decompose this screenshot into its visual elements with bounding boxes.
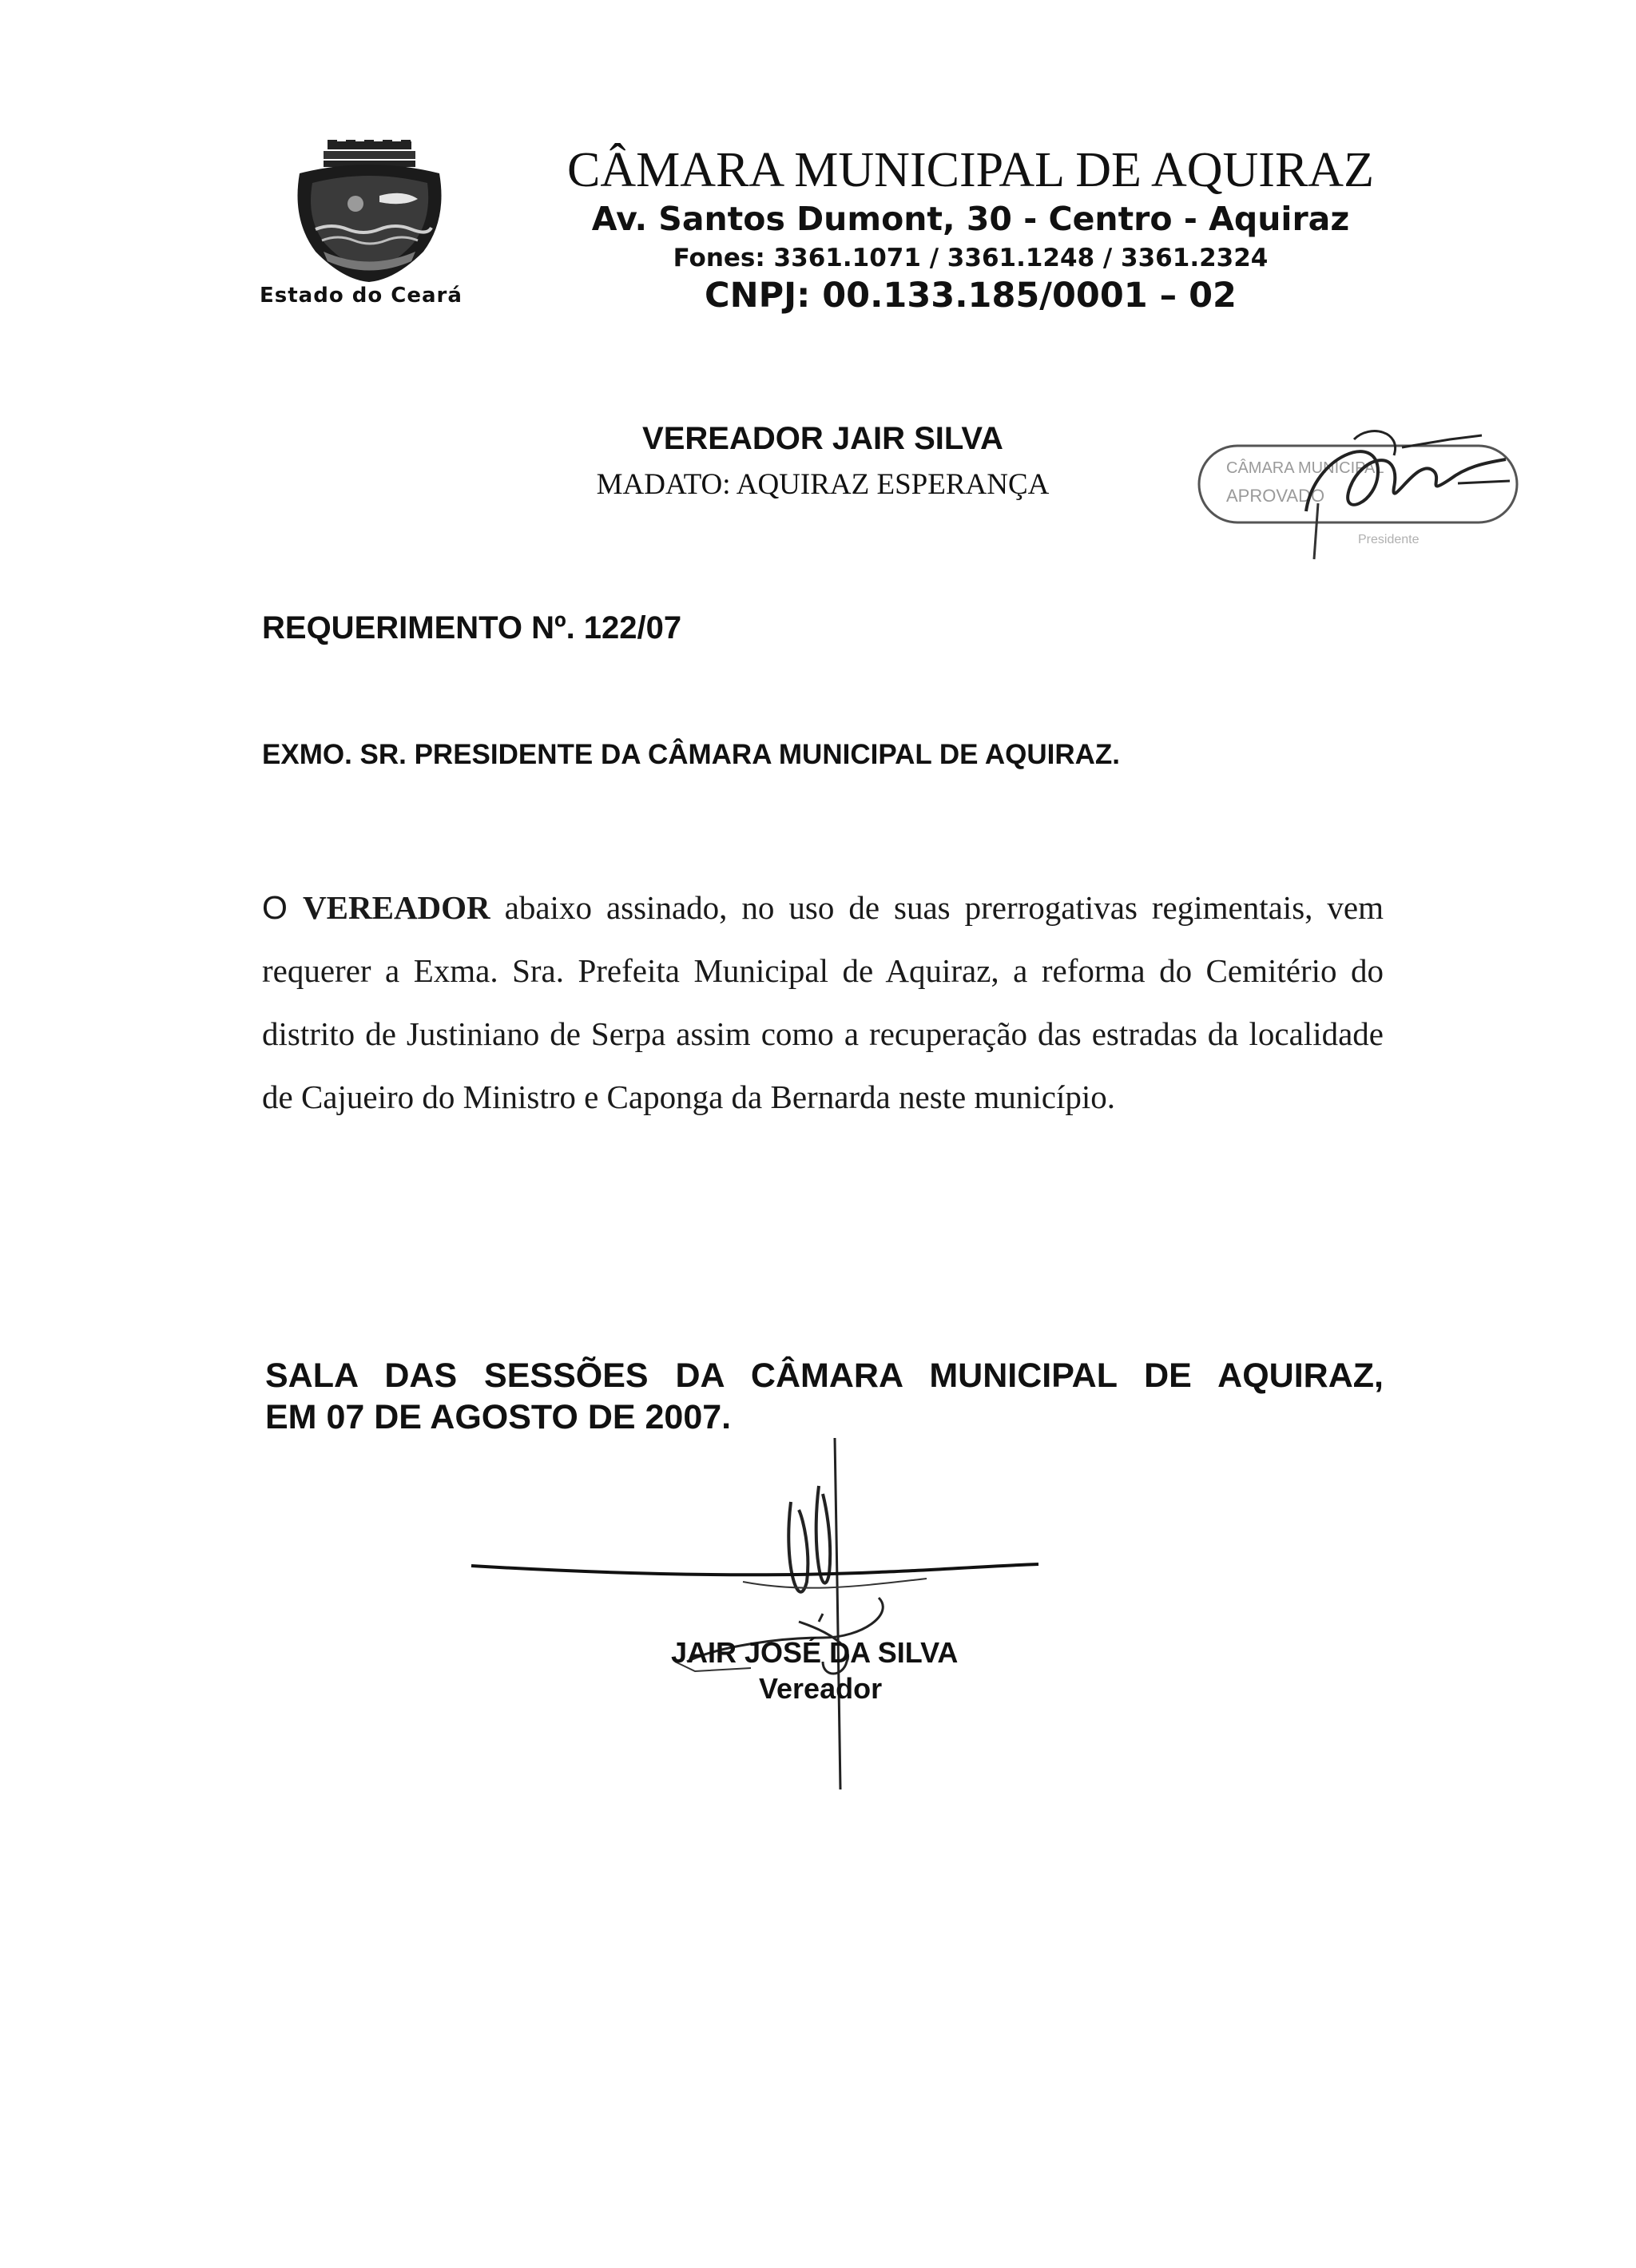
body-strong: VEREADOR	[303, 889, 490, 926]
chamber-address: Av. Santos Dumont, 30 - Centro - Aquiraz	[591, 200, 1350, 238]
signer-name: JAIR JOSÉ DA SILVA	[671, 1636, 959, 1669]
body-rest: abaixo assinado, no uso de suas prerrogativas regimentais, vem requerer a Exma. Sra. Prefeita Municipal de Aquiraz, a reforma do Cemitério do distrito de Justiniano de Serpa assim como a recuperação das estradas da localidade de Cajueiro do Ministro e Caponga da Bernarda neste município.	[262, 889, 1384, 1115]
sender-mandate: MADATO: AQUIRAZ ESPERANÇA	[596, 468, 1050, 501]
handwritten-signature-icon	[447, 1422, 1070, 1805]
municipal-coat-of-arms-icon	[284, 140, 455, 284]
signer-role: Vereador	[759, 1672, 883, 1705]
svg-text:CÂMARA MUNICIPAL: CÂMARA MUNICIPAL	[1226, 459, 1384, 477]
closing-line-2: EM 07 DE AGOSTO DE 2007.	[265, 1398, 732, 1436]
request-number: REQUERIMENTO Nº. 122/07	[262, 610, 682, 645]
svg-text:Presidente: Presidente	[1358, 533, 1420, 546]
chamber-cnpj: CNPJ: 00.133.185/0001 – 02	[705, 276, 1237, 316]
closing-line-1: SALA DAS SESSÕES DA CÂMARA MUNICIPAL DE AQUIRAZ,	[265, 1356, 1384, 1395]
svg-text:APROVADO: APROVADO	[1226, 486, 1325, 506]
page-title: CÂMARA MUNICIPAL DE AQUIRAZ	[567, 143, 1374, 197]
sender-name: VEREADOR JAIR SILVA	[642, 421, 1003, 456]
addressee: EXMO. SR. PRESIDENTE DA CÂMARA MUNICIPAL DE AQUIRAZ.	[262, 739, 1121, 770]
state-label: Estado do Ceará	[260, 284, 463, 308]
chamber-phones: Fones: 3361.1071 / 3361.1248 / 3361.2324	[673, 244, 1269, 272]
approval-stamp-icon	[1194, 423, 1522, 567]
body-lead: O	[262, 889, 304, 926]
body-paragraph	[262, 876, 1384, 1129]
